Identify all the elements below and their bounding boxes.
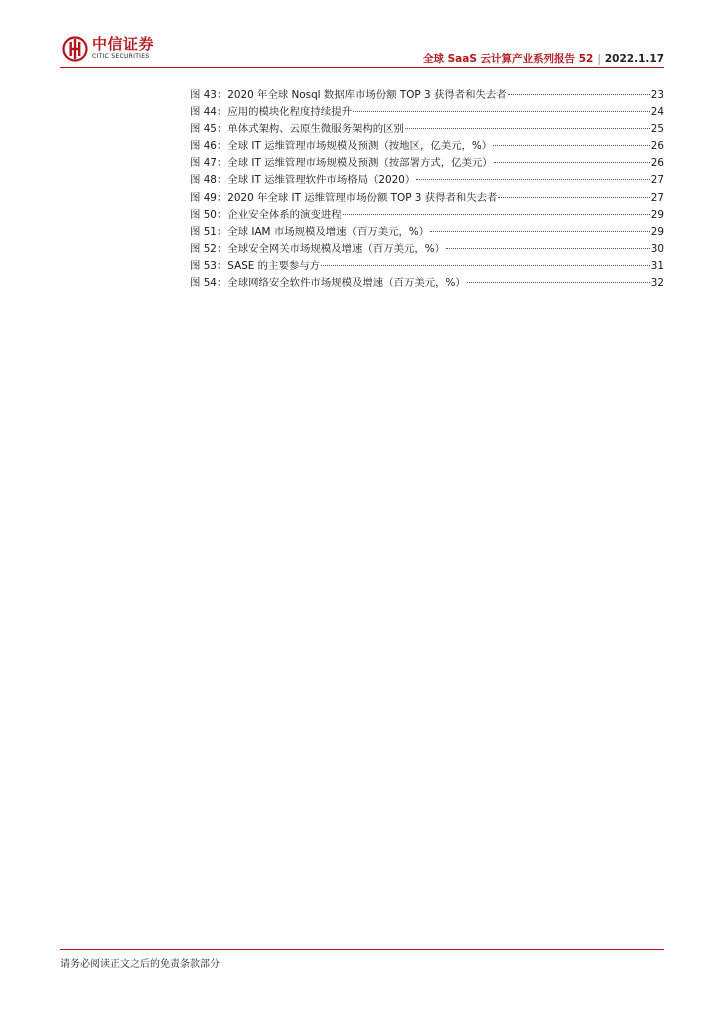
toc-dot-leader xyxy=(321,265,650,266)
toc-entry-label: 图 51：全球 IAM 市场规模及增速（百万美元，%） xyxy=(190,225,430,238)
toc-entry[interactable] xyxy=(190,87,664,104)
toc-entry-label: 图 48：全球 IT 运维管理软件市场格局（2020） xyxy=(190,174,416,187)
toc-dot-leader xyxy=(467,282,650,283)
toc-entry[interactable] xyxy=(190,241,664,258)
figure-index-list xyxy=(190,87,664,292)
report-series-title: 全球 SaaS 云计算产业系列报告 52 xyxy=(422,53,594,65)
toc-page-number: 30 xyxy=(650,242,664,255)
toc-entry[interactable] xyxy=(190,275,664,292)
toc-entry[interactable] xyxy=(190,258,664,275)
toc-entry-label: 图 54：全球网络安全软件市场规模及增速（百万美元，%） xyxy=(190,277,466,290)
toc-page-number: 23 xyxy=(650,89,664,101)
page-header xyxy=(0,0,724,72)
toc-dot-leader xyxy=(405,128,650,129)
footer-disclaimer: 请务必阅读正文之后的免责条款部分 xyxy=(60,959,220,970)
report-title-bar xyxy=(423,51,664,66)
toc-entry-label: 图 47：全球 IT 运维管理市场规模及预测（按部署方式，亿美元） xyxy=(190,157,493,170)
toc-entry-label: 图 46：全球 IT 运维管理市场规模及预测（按地区，亿美元，%） xyxy=(190,140,493,153)
toc-dot-leader xyxy=(498,197,649,198)
toc-entry[interactable] xyxy=(190,104,664,121)
footer-divider xyxy=(60,949,664,950)
toc-entry[interactable] xyxy=(190,121,664,138)
toc-page-number: 27 xyxy=(650,174,664,187)
toc-entry[interactable] xyxy=(190,155,664,172)
toc-dot-leader xyxy=(494,162,650,163)
toc-page-number: 31 xyxy=(650,259,664,272)
toc-page-number: 32 xyxy=(650,277,664,290)
toc-page-number: 29 xyxy=(650,208,664,221)
toc-page-number: 26 xyxy=(650,157,664,170)
citic-logo-icon xyxy=(62,36,88,62)
toc-entry-label: 图 45：单体式架构、云原生微服务架构的区别 xyxy=(190,123,404,136)
report-date: 2022.1.17 xyxy=(604,53,664,65)
toc-dot-leader xyxy=(343,214,650,215)
toc-entry-label: 图 44：应用的模块化程度持续提升 xyxy=(190,106,352,119)
toc-entry[interactable] xyxy=(190,190,664,207)
toc-entry[interactable] xyxy=(190,224,664,241)
toc-dot-leader xyxy=(416,179,650,180)
toc-page-number: 24 xyxy=(650,106,664,119)
toc-dot-leader xyxy=(353,111,650,112)
toc-dot-leader xyxy=(446,248,650,249)
title-separator: | xyxy=(597,53,601,65)
toc-dot-leader xyxy=(508,94,650,95)
toc-entry-label: 图 52：全球安全网关市场规模及增速（百万美元，%） xyxy=(190,242,445,255)
logo-chinese-name: 中信证券 xyxy=(92,35,155,53)
header-divider xyxy=(60,67,664,68)
logo-english-name: CITIC SECURITIES xyxy=(92,53,150,60)
toc-page-number: 26 xyxy=(650,140,664,153)
toc-dot-leader xyxy=(493,145,650,146)
company-logo xyxy=(62,36,154,62)
toc-entry-label: 图 43：2020 年全球 Nosql 数据库市场份额 TOP 3 获得者和失去者 xyxy=(190,89,507,101)
toc-entry[interactable] xyxy=(190,138,664,155)
toc-entry[interactable] xyxy=(190,172,664,189)
toc-page-number: 29 xyxy=(650,225,664,238)
toc-entry-label: 图 53：SASE 的主要参与方 xyxy=(190,259,321,272)
toc-page-number: 25 xyxy=(650,123,664,136)
toc-entry-label: 图 49：2020 年全球 IT 运维管理市场份额 TOP 3 获得者和失去者 xyxy=(190,191,498,204)
toc-dot-leader xyxy=(430,231,650,232)
toc-page-number: 27 xyxy=(650,191,664,204)
toc-entry[interactable] xyxy=(190,207,664,224)
toc-entry-label: 图 50：企业安全体系的演变进程 xyxy=(190,208,342,221)
